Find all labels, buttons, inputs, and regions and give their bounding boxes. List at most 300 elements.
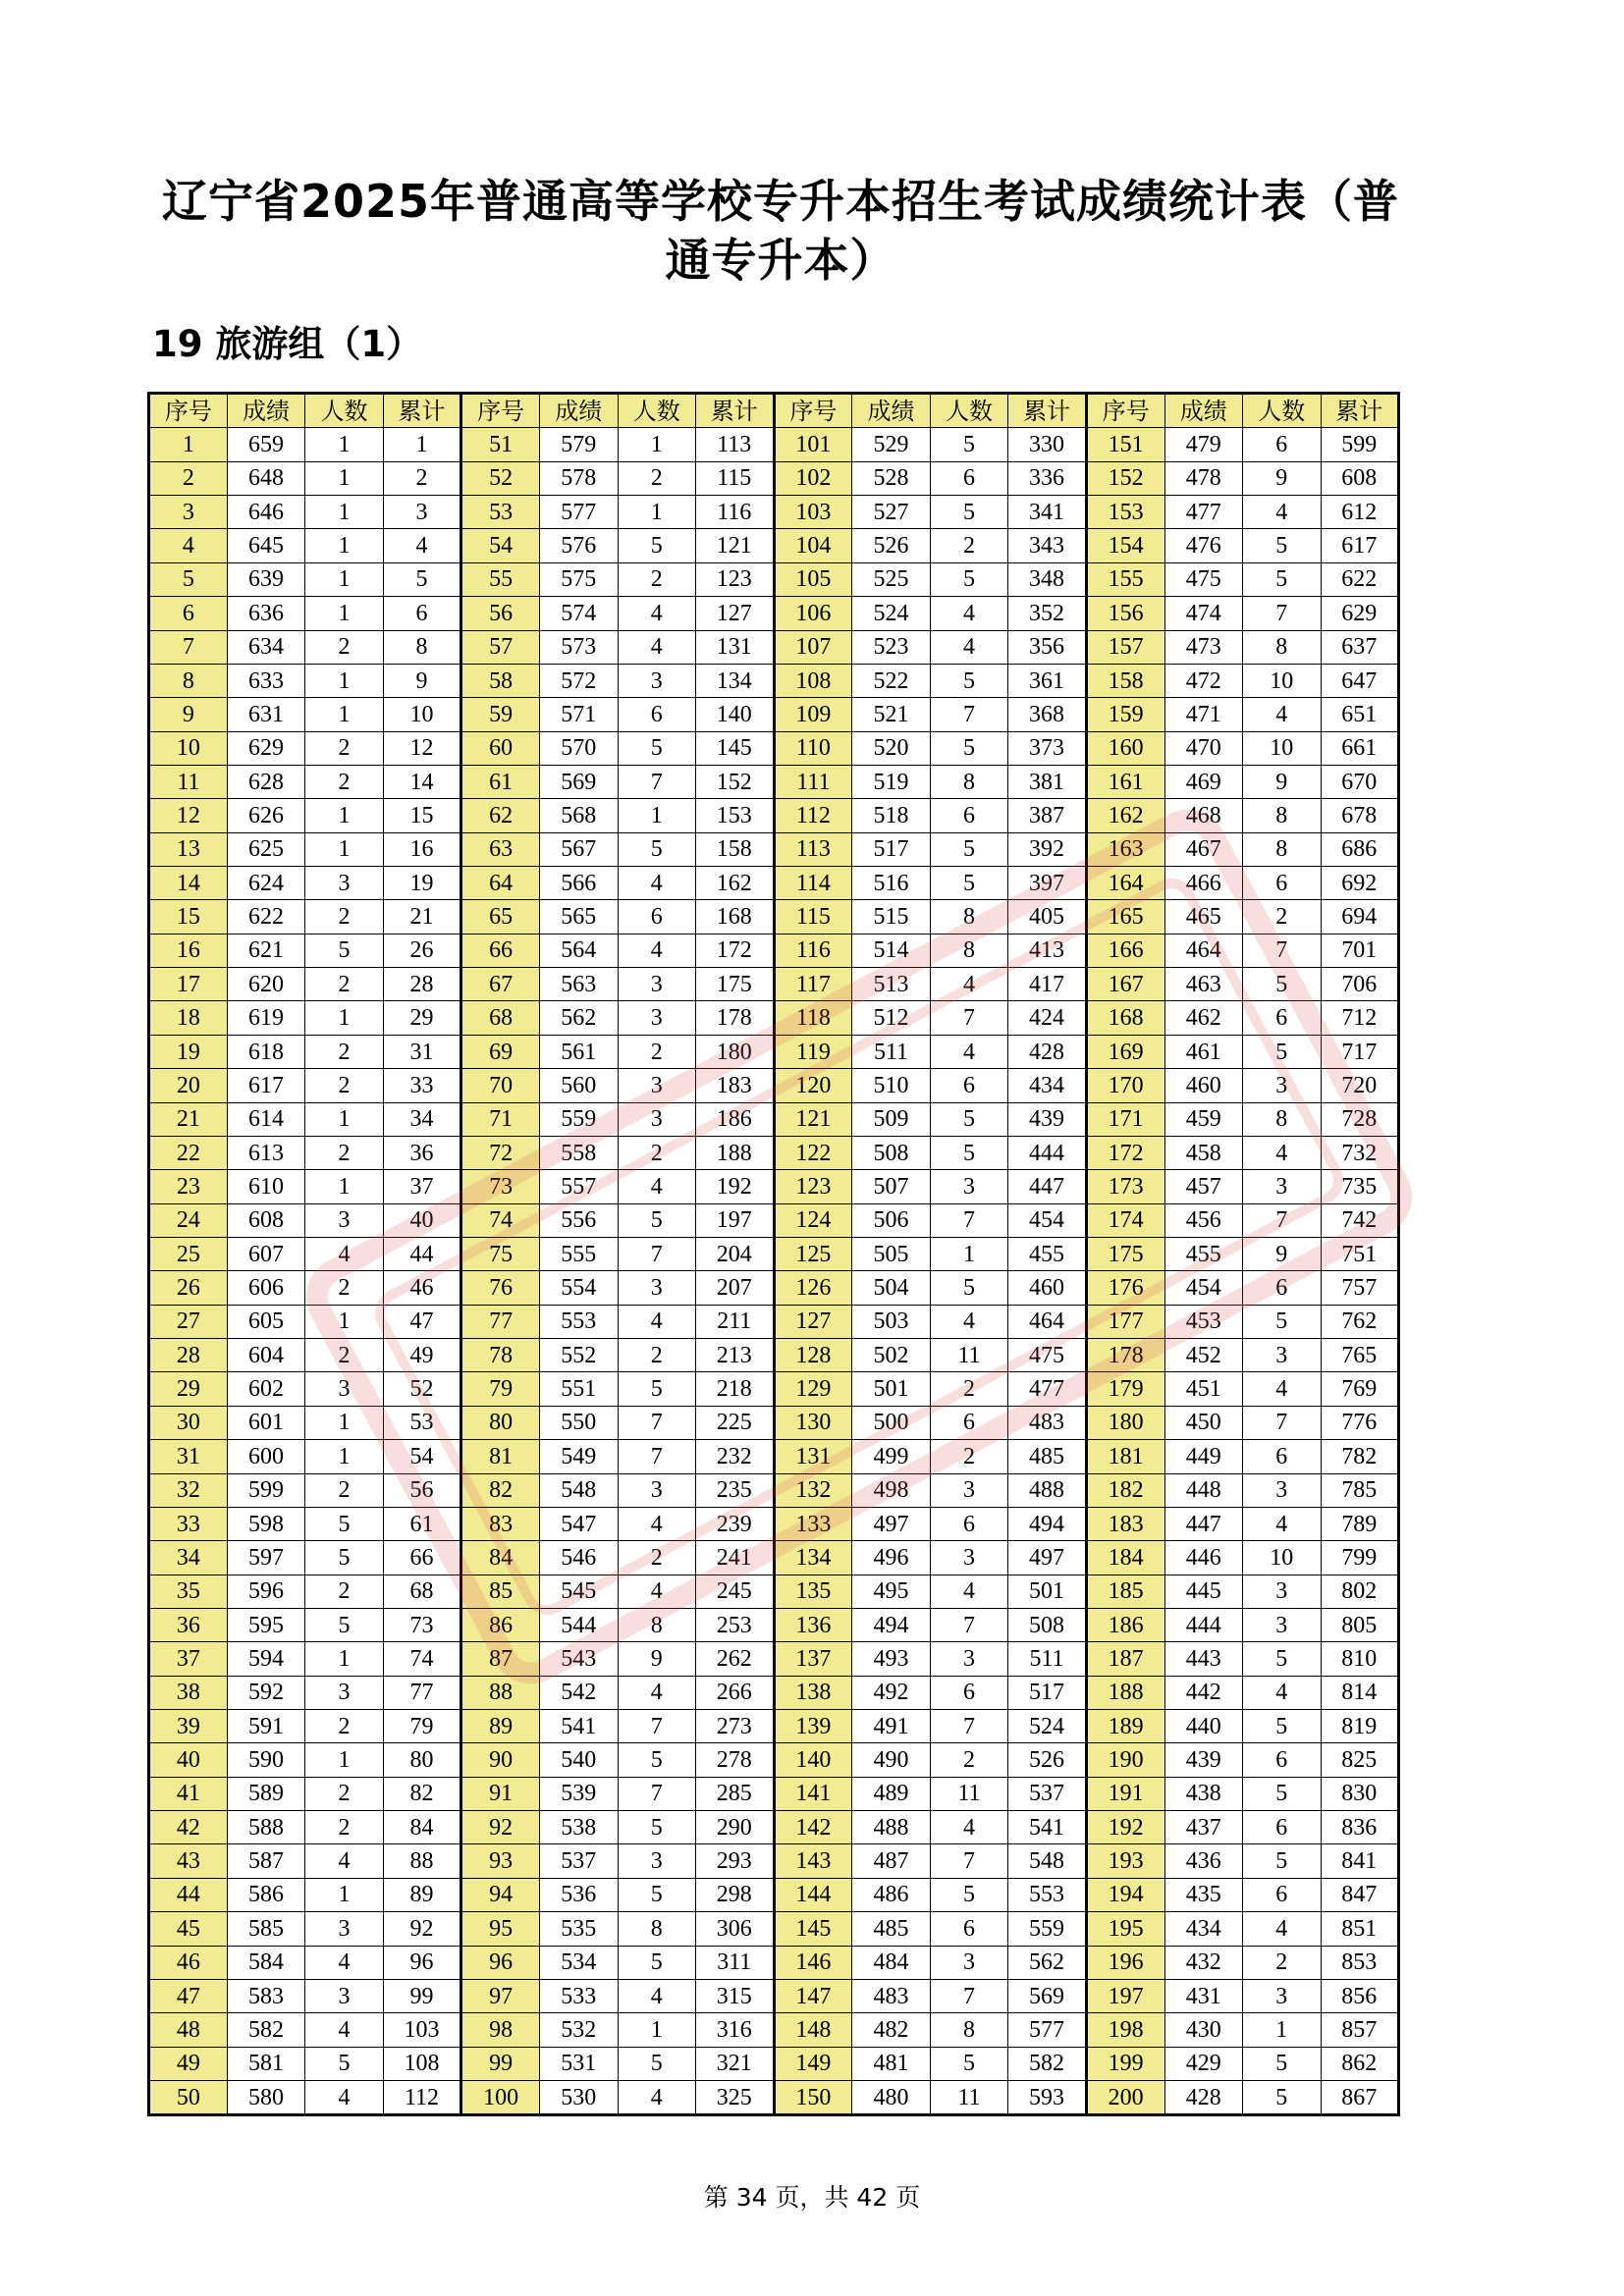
cell-rank: 10	[149, 731, 228, 765]
cell-count: 6	[1243, 1811, 1322, 1844]
cell-rank: 153	[1086, 496, 1164, 529]
cell-score: 583	[227, 1979, 305, 2012]
cell-cumulative: 511	[1008, 1642, 1087, 1676]
cell-count: 4	[618, 1676, 696, 1709]
cell-count: 7	[930, 698, 1008, 731]
cell-cumulative: 488	[1008, 1473, 1087, 1507]
cell-count: 7	[930, 1203, 1008, 1237]
cell-score: 541	[540, 1710, 619, 1743]
cell-count: 2	[305, 900, 384, 934]
cell-cumulative: 517	[1008, 1676, 1087, 1709]
cell-count: 5	[930, 1878, 1008, 1911]
cell-count: 2	[305, 1035, 384, 1068]
cell-rank: 16	[149, 934, 228, 967]
cell-score: 621	[227, 934, 305, 967]
cell-score: 607	[227, 1237, 305, 1270]
cell-score: 468	[1164, 799, 1243, 832]
cell-rank: 6	[149, 597, 228, 630]
cell-cumulative: 325	[696, 2080, 775, 2114]
table-row	[149, 2047, 1399, 2080]
cell-cumulative: 485	[1008, 1440, 1087, 1473]
cell-cumulative: 361	[1008, 664, 1087, 697]
table-row	[149, 1979, 1399, 2012]
cell-count: 5	[618, 1372, 696, 1406]
cell-score: 516	[852, 867, 931, 900]
cell-score: 523	[852, 630, 931, 664]
table-row	[149, 597, 1399, 630]
cell-score: 586	[227, 1878, 305, 1911]
table-row	[149, 529, 1399, 562]
cell-score: 559	[540, 1102, 619, 1136]
cell-score: 576	[540, 529, 619, 562]
cell-cumulative: 494	[1008, 1507, 1087, 1540]
cell-score: 457	[1164, 1170, 1243, 1203]
cell-count: 5	[1243, 1710, 1322, 1743]
table-row	[149, 1069, 1399, 1102]
cell-cumulative: 582	[1008, 2047, 1087, 2080]
header-rank: 序号	[461, 394, 540, 428]
cell-rank: 55	[461, 562, 540, 596]
cell-score: 466	[1164, 867, 1243, 900]
cell-score: 521	[852, 698, 931, 731]
cell-count: 7	[618, 1710, 696, 1743]
cell-cumulative: 84	[383, 1811, 461, 1844]
cell-count: 6	[930, 1406, 1008, 1439]
cell-cumulative: 856	[1321, 1979, 1399, 2012]
cell-cumulative: 444	[1008, 1136, 1087, 1169]
cell-count: 6	[930, 1676, 1008, 1709]
cell-score: 451	[1164, 1372, 1243, 1406]
cell-score: 534	[540, 1946, 619, 1979]
cell-rank: 34	[149, 1541, 228, 1575]
cell-cumulative: 112	[383, 2080, 461, 2114]
cell-score: 454	[1164, 1271, 1243, 1305]
cell-score: 430	[1164, 2013, 1243, 2047]
cell-cumulative: 569	[1008, 1979, 1087, 2012]
cell-count: 2	[305, 968, 384, 1001]
table-row	[149, 934, 1399, 967]
cell-count: 3	[618, 1844, 696, 1878]
cell-cumulative: 266	[696, 1676, 775, 1709]
cell-rank: 64	[461, 867, 540, 900]
cell-score: 529	[852, 428, 931, 461]
table-row	[149, 731, 1399, 765]
cell-cumulative: 712	[1321, 1001, 1399, 1035]
cell-score: 625	[227, 832, 305, 866]
table-row	[149, 496, 1399, 529]
cell-cumulative: 8	[383, 630, 461, 664]
cell-rank: 181	[1086, 1440, 1164, 1473]
cell-cumulative: 387	[1008, 799, 1087, 832]
cell-cumulative: 80	[383, 1743, 461, 1777]
cell-rank: 157	[1086, 630, 1164, 664]
cell-cumulative: 477	[1008, 1372, 1087, 1406]
cell-score: 434	[1164, 1912, 1243, 1946]
header-rank: 序号	[1086, 394, 1164, 428]
cell-cumulative: 460	[1008, 1271, 1087, 1305]
cell-count: 5	[930, 428, 1008, 461]
cell-score: 476	[1164, 529, 1243, 562]
table-row	[149, 1710, 1399, 1743]
cell-cumulative: 99	[383, 1979, 461, 2012]
cell-score: 571	[540, 698, 619, 731]
cell-count: 6	[1243, 1743, 1322, 1777]
cell-rank: 8	[149, 664, 228, 697]
cell-count: 2	[618, 562, 696, 596]
cell-rank: 45	[149, 1912, 228, 1946]
table-row	[149, 765, 1399, 798]
cell-score: 646	[227, 496, 305, 529]
cell-cumulative: 298	[696, 1878, 775, 1911]
cell-cumulative: 434	[1008, 1069, 1087, 1102]
cell-cumulative: 732	[1321, 1136, 1399, 1169]
cell-cumulative: 548	[1008, 1844, 1087, 1878]
cell-score: 554	[540, 1271, 619, 1305]
cell-cumulative: 34	[383, 1102, 461, 1136]
cell-cumulative: 862	[1321, 2047, 1399, 2080]
cell-score: 458	[1164, 1136, 1243, 1169]
table-row	[149, 832, 1399, 866]
cell-cumulative: 49	[383, 1339, 461, 1372]
cell-count: 7	[1243, 597, 1322, 630]
cell-count: 4	[618, 630, 696, 664]
cell-count: 1	[305, 1305, 384, 1338]
cell-cumulative: 424	[1008, 1001, 1087, 1035]
cell-count: 3	[1243, 1069, 1322, 1102]
cell-cumulative: 116	[696, 496, 775, 529]
cell-cumulative: 417	[1008, 968, 1087, 1001]
cell-score: 587	[227, 1844, 305, 1878]
cell-count: 2	[930, 1440, 1008, 1473]
cell-rank: 124	[774, 1203, 852, 1237]
cell-score: 602	[227, 1372, 305, 1406]
cell-rank: 104	[774, 529, 852, 562]
cell-count: 1	[618, 428, 696, 461]
cell-count: 5	[930, 731, 1008, 765]
cell-rank: 50	[149, 2080, 228, 2114]
cell-rank: 121	[774, 1102, 852, 1136]
cell-count: 5	[618, 1878, 696, 1911]
cell-cumulative: 836	[1321, 1811, 1399, 1844]
cell-rank: 87	[461, 1642, 540, 1676]
cell-cumulative: 541	[1008, 1811, 1087, 1844]
cell-count: 2	[305, 1710, 384, 1743]
cell-score: 510	[852, 1069, 931, 1102]
cell-count: 3	[1243, 1170, 1322, 1203]
cell-rank: 44	[149, 1878, 228, 1911]
cell-score: 570	[540, 731, 619, 765]
cell-rank: 123	[774, 1170, 852, 1203]
cell-rank: 80	[461, 1406, 540, 1439]
cell-cumulative: 762	[1321, 1305, 1399, 1338]
cell-score: 569	[540, 765, 619, 798]
cell-rank: 172	[1086, 1136, 1164, 1169]
cell-cumulative: 172	[696, 934, 775, 967]
cell-rank: 31	[149, 1440, 228, 1473]
cell-score: 533	[540, 1979, 619, 2012]
cell-count: 1	[305, 799, 384, 832]
cell-score: 613	[227, 1136, 305, 1169]
cell-rank: 106	[774, 597, 852, 630]
cell-count: 2	[305, 1339, 384, 1372]
cell-score: 591	[227, 1710, 305, 1743]
cell-score: 588	[227, 1811, 305, 1844]
cell-cumulative: 454	[1008, 1203, 1087, 1237]
cell-rank: 82	[461, 1473, 540, 1507]
cell-rank: 178	[1086, 1339, 1164, 1372]
cell-cumulative: 47	[383, 1305, 461, 1338]
table-row	[149, 1541, 1399, 1575]
table-row	[149, 1203, 1399, 1237]
cell-score: 471	[1164, 698, 1243, 731]
cell-rank: 15	[149, 900, 228, 934]
cell-score: 469	[1164, 765, 1243, 798]
cell-count: 5	[305, 1608, 384, 1641]
cell-rank: 42	[149, 1811, 228, 1844]
cell-rank: 14	[149, 867, 228, 900]
cell-cumulative: 285	[696, 1777, 775, 1810]
cell-rank: 129	[774, 1372, 852, 1406]
cell-score: 524	[852, 597, 931, 630]
cell-count: 5	[618, 1743, 696, 1777]
cell-rank: 102	[774, 461, 852, 495]
cell-rank: 151	[1086, 428, 1164, 461]
cell-rank: 187	[1086, 1642, 1164, 1676]
cell-score: 547	[540, 1507, 619, 1540]
cell-count: 4	[930, 630, 1008, 664]
cell-rank: 118	[774, 1001, 852, 1035]
cell-score: 639	[227, 562, 305, 596]
cell-cumulative: 397	[1008, 867, 1087, 900]
cell-cumulative: 186	[696, 1102, 775, 1136]
cell-count: 4	[305, 1946, 384, 1979]
cell-score: 522	[852, 664, 931, 697]
cell-cumulative: 321	[696, 2047, 775, 2080]
cell-score: 488	[852, 1811, 931, 1844]
cell-count: 6	[930, 1507, 1008, 1540]
cell-count: 1	[305, 664, 384, 697]
cell-rank: 75	[461, 1237, 540, 1270]
cell-rank: 70	[461, 1069, 540, 1102]
cell-score: 548	[540, 1473, 619, 1507]
cell-rank: 145	[774, 1912, 852, 1946]
cell-rank: 71	[461, 1102, 540, 1136]
cell-count: 3	[305, 1912, 384, 1946]
cell-count: 6	[930, 1069, 1008, 1102]
cell-score: 581	[227, 2047, 305, 2080]
cell-rank: 59	[461, 698, 540, 731]
cell-count: 2	[305, 765, 384, 798]
table-row	[149, 428, 1399, 461]
cell-cumulative: 464	[1008, 1305, 1087, 1338]
cell-count: 4	[618, 867, 696, 900]
cell-cumulative: 153	[696, 799, 775, 832]
cell-cumulative: 776	[1321, 1406, 1399, 1439]
cell-cumulative: 593	[1008, 2080, 1087, 2114]
cell-count: 7	[618, 1237, 696, 1270]
cell-score: 620	[227, 968, 305, 1001]
cell-cumulative: 175	[696, 968, 775, 1001]
cell-cumulative: 253	[696, 1608, 775, 1641]
header-count: 人数	[618, 394, 696, 428]
cell-cumulative: 392	[1008, 832, 1087, 866]
cell-cumulative: 622	[1321, 562, 1399, 596]
cell-score: 535	[540, 1912, 619, 1946]
cell-rank: 24	[149, 1203, 228, 1237]
table-row	[149, 1102, 1399, 1136]
cell-cumulative: 336	[1008, 461, 1087, 495]
cell-score: 483	[852, 1979, 931, 2012]
cell-cumulative: 717	[1321, 1035, 1399, 1068]
cell-rank: 81	[461, 1440, 540, 1473]
cell-cumulative: 158	[696, 832, 775, 866]
cell-cumulative: 4	[383, 529, 461, 562]
cell-score: 573	[540, 630, 619, 664]
cell-score: 622	[227, 900, 305, 934]
cell-score: 618	[227, 1035, 305, 1068]
cell-score: 504	[852, 1271, 931, 1305]
cell-cumulative: 14	[383, 765, 461, 798]
cell-count: 5	[930, 1271, 1008, 1305]
cell-rank: 33	[149, 1507, 228, 1540]
cell-count: 8	[1243, 832, 1322, 866]
cell-score: 565	[540, 900, 619, 934]
cell-cumulative: 857	[1321, 2013, 1399, 2047]
cell-score: 598	[227, 1507, 305, 1540]
cell-rank: 48	[149, 2013, 228, 2047]
cell-count: 4	[1243, 1912, 1322, 1946]
cell-rank: 138	[774, 1676, 852, 1709]
cell-count: 8	[930, 934, 1008, 967]
table-row	[149, 2080, 1399, 2114]
cell-count: 1	[305, 1001, 384, 1035]
cell-score: 578	[540, 461, 619, 495]
cell-count: 1	[618, 496, 696, 529]
cell-cumulative: 127	[696, 597, 775, 630]
cell-score: 505	[852, 1237, 931, 1270]
cell-rank: 128	[774, 1339, 852, 1372]
cell-count: 7	[930, 1001, 1008, 1035]
cell-count: 7	[930, 1710, 1008, 1743]
cell-cumulative: 235	[696, 1473, 775, 1507]
cell-rank: 72	[461, 1136, 540, 1169]
cell-rank: 39	[149, 1710, 228, 1743]
cell-score: 558	[540, 1136, 619, 1169]
cell-cumulative: 180	[696, 1035, 775, 1068]
header-score: 成绩	[1164, 394, 1243, 428]
cell-count: 7	[1243, 1203, 1322, 1237]
cell-count: 4	[305, 1844, 384, 1878]
cell-rank: 38	[149, 1676, 228, 1709]
cell-rank: 5	[149, 562, 228, 596]
cell-score: 572	[540, 664, 619, 697]
cell-rank: 180	[1086, 1406, 1164, 1439]
cell-score: 597	[227, 1541, 305, 1575]
cell-count: 1	[305, 529, 384, 562]
cell-cumulative: 5	[383, 562, 461, 596]
cell-score: 606	[227, 1271, 305, 1305]
cell-score: 442	[1164, 1676, 1243, 1709]
cell-score: 446	[1164, 1541, 1243, 1575]
cell-cumulative: 33	[383, 1069, 461, 1102]
cell-count: 4	[618, 1575, 696, 1608]
table-row	[149, 1271, 1399, 1305]
cell-score: 589	[227, 1777, 305, 1810]
table-row	[149, 900, 1399, 934]
cell-cumulative: 12	[383, 731, 461, 765]
cell-count: 5	[930, 1136, 1008, 1169]
header-cumulative: 累计	[383, 394, 461, 428]
cell-score: 475	[1164, 562, 1243, 596]
cell-cumulative: 343	[1008, 529, 1087, 562]
cell-cumulative: 211	[696, 1305, 775, 1338]
cell-score: 518	[852, 799, 931, 832]
cell-cumulative: 686	[1321, 832, 1399, 866]
cell-rank: 52	[461, 461, 540, 495]
cell-cumulative: 10	[383, 698, 461, 731]
cell-score: 633	[227, 664, 305, 697]
cell-score: 562	[540, 1001, 619, 1035]
cell-rank: 185	[1086, 1575, 1164, 1608]
cell-score: 527	[852, 496, 931, 529]
cell-rank: 7	[149, 630, 228, 664]
cell-rank: 114	[774, 867, 852, 900]
cell-count: 3	[930, 1946, 1008, 1979]
table-row	[149, 1878, 1399, 1911]
table-row	[149, 1237, 1399, 1270]
cell-rank: 47	[149, 1979, 228, 2012]
cell-cumulative: 115	[696, 461, 775, 495]
cell-score: 561	[540, 1035, 619, 1068]
cell-cumulative: 31	[383, 1035, 461, 1068]
cell-cumulative: 475	[1008, 1339, 1087, 1372]
header-cumulative: 累计	[696, 394, 775, 428]
cell-count: 4	[305, 2013, 384, 2047]
cell-cumulative: 651	[1321, 698, 1399, 731]
cell-rank: 169	[1086, 1035, 1164, 1068]
cell-rank: 113	[774, 832, 852, 866]
cell-count: 4	[930, 1575, 1008, 1608]
table-row	[149, 867, 1399, 900]
cell-count: 5	[305, 2047, 384, 2080]
cell-cumulative: 53	[383, 1406, 461, 1439]
cell-score: 472	[1164, 664, 1243, 697]
cell-count: 2	[305, 1136, 384, 1169]
cell-count: 1	[305, 428, 384, 461]
cell-count: 2	[930, 1743, 1008, 1777]
cell-score: 439	[1164, 1743, 1243, 1777]
cell-cumulative: 183	[696, 1069, 775, 1102]
cell-count: 5	[1243, 2080, 1322, 2114]
cell-count: 7	[930, 1608, 1008, 1641]
cell-score: 537	[540, 1844, 619, 1878]
cell-count: 8	[930, 765, 1008, 798]
cell-rank: 79	[461, 1372, 540, 1406]
cell-rank: 4	[149, 529, 228, 562]
cell-count: 2	[305, 1811, 384, 1844]
cell-count: 5	[305, 1507, 384, 1540]
cell-count: 2	[618, 1339, 696, 1372]
cell-count: 1	[305, 461, 384, 495]
cell-score: 429	[1164, 2047, 1243, 2080]
cell-count: 3	[1243, 1608, 1322, 1641]
cell-rank: 92	[461, 1811, 540, 1844]
cell-count: 3	[305, 1203, 384, 1237]
cell-count: 1	[305, 1102, 384, 1136]
table-row	[149, 1642, 1399, 1676]
cell-cumulative: 290	[696, 1811, 775, 1844]
cell-score: 467	[1164, 832, 1243, 866]
